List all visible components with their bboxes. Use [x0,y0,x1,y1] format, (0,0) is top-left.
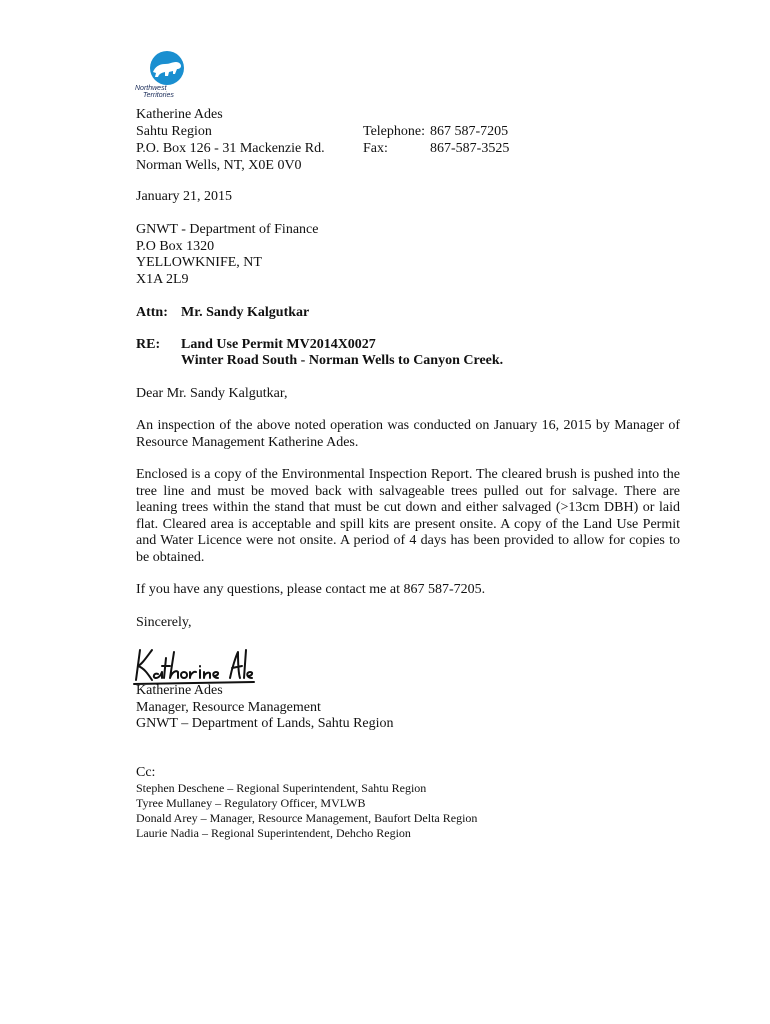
recipient-city: YELLOWKNIFE, NT [136,255,262,270]
sender-region: Sahtu Region [136,124,212,139]
closing: Sincerely, [136,615,192,630]
fax-label: Fax: [363,141,388,156]
fax-value: 867-587-3525 [430,141,510,156]
body-paragraph-1: An inspection of the above noted operation was conducted on January 16, 2015 by Manager of Resource Management Katherine Ades. [136,418,680,450]
body-paragraph-2: Enclosed is a copy of the Environmental Inspection Report. The cleared brush is pushed into the tree line and must be moved back with salvageable trees pulled out for salvage. There are leaning trees within the stand that must be cut down and either salvaged (>13cm DBH) or laid flat. Cleared area is acceptable and spill kits are present onsite. A copy of the Land Use Permit and Water Licence were not onsite. A period of 4 days has been provided to allow for copies to be obtained. [136,467,680,565]
signatory-title: Manager, Resource Management [136,700,321,715]
cc-label: Cc: [136,765,156,780]
logo-wordmark [135,85,174,99]
cc-item: Stephen Deschene – Regional Superintendent, Sahtu Region [136,781,427,795]
attn-label: Attn: [136,305,168,320]
recipient-box: P.O Box 1320 [136,239,215,254]
recipient-org: GNWT - Department of Finance [136,222,319,237]
sender-name: Katherine Ades [136,107,223,122]
body-paragraph-3: If you have any questions, please contact me at 867 587-7205. [136,582,486,597]
letter-date: January 21, 2015 [136,189,233,204]
attn-name: Mr. Sandy Kalgutkar [181,305,310,320]
cc-item: Tyree Mullaney – Regulatory Officer, MVLWB [136,796,366,810]
cc-item: Laurie Nadia – Regional Superintendent, Dehcho Region [136,826,411,840]
re-label: RE: [136,337,161,352]
logo-line-1: Northwest [135,85,167,92]
cc-item: Donald Arey – Manager, Resource Management, Baufort Delta Region [136,811,478,825]
handwritten-signature [132,644,256,686]
telephone-value: 867 587-7205 [430,124,509,139]
signatory-name: Katherine Ades [136,683,223,698]
signatory-department: GNWT – Department of Lands, Sahtu Region [136,716,394,731]
re-line-1: Land Use Permit MV2014X0027 [181,337,376,352]
recipient-postal: X1A 2L9 [136,272,189,287]
re-line-2: Winter Road South - Norman Wells to Canyon Creek. [181,353,504,368]
sender-address-2: Norman Wells, NT, X0E 0V0 [136,158,302,173]
logo-line-2: Territories [143,92,174,99]
telephone-label: Telephone: [363,124,425,139]
sender-address-1: P.O. Box 126 - 31 Mackenzie Rd. [136,141,325,156]
salutation: Dear Mr. Sandy Kalgutkar, [136,386,288,401]
